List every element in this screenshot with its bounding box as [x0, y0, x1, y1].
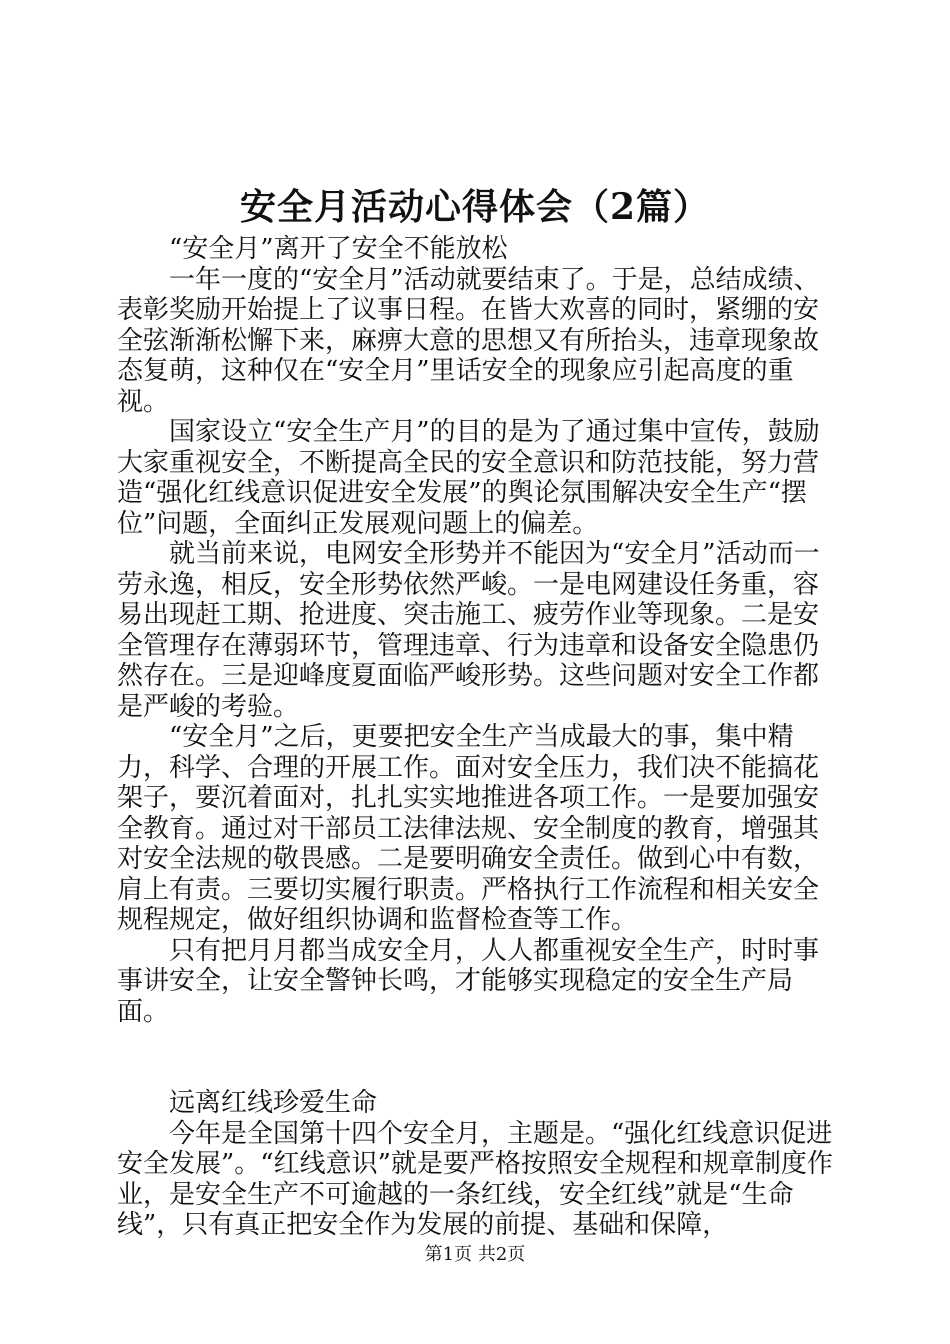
section2-heading: 远离红线珍爱生命: [169, 1088, 378, 1118]
paragraph: 就当前来说，电网安全形势并不能因为“安全月”活动而一劳永逸，相反，安全形势依然严峻。一是电网建设任务重，容易出现赶工期、抢进度、突击施工、疲劳作业等现象。二是安全管理存在薄弱环节，管理违章、行为违章和设备安全隐患仍然存在。三是迎峰度夏面临严峻形势。这些问题对安全工作都是严峻的考验。: [117, 539, 820, 722]
document-title: 安全月活动心得体会（2篇）: [239, 186, 711, 228]
document-body: [117, 234, 837, 1241]
paragraph: 国家设立“安全生产月”的目的是为了通过集中宣传，鼓励大家重视安全，不断提高全民的安全意识和防范技能，努力营造“强化红线意识促进安全发展”的舆论氛围解决安全生产“摆位”问题，全面纠正发展观问题上的偏差。: [117, 417, 820, 539]
paragraph: 今年是全国第十四个安全月，主题是。“强化红线意识促进安全发展”。“红线意识”就是要严格按照安全规程和规章制度作业，是安全生产不可逾越的一条红线，安全红线”就是“生命线”，只有真正把安全作为发展的前提、基础和保障，: [117, 1118, 833, 1240]
page-number-footer: 第1页 共2页: [424, 1244, 526, 1265]
section1-heading: “安全月”离开了安全不能放松: [169, 234, 508, 264]
paragraph: 一年一度的“安全月”活动就要结束了。于是，总结成绩、表彰奖励开始提上了议事日程。在皆大欢喜的同时，紧绷的安全弦渐渐松懈下来，麻痹大意的思想又有所抬头，违章现象故态复萌，这种仅在“安全月”里话安全的现象应引起高度的重视。: [117, 264, 820, 417]
paragraph: 只有把月月都当成安全月，人人都重视安全生产，时时事事讲安全，让安全警钟长鸣，才能够实现稳定的安全生产局面。: [117, 935, 820, 1027]
section-gap: [117, 1027, 837, 1088]
paragraph: “安全月”之后，更要把安全生产当成最大的事，集中精力，科学、合理的开展工作。面对安全压力，我们决不能搞花架子，要沉着面对，扎扎实实地推进各项工作。一是要加强安全教育。通过对干部员工法律法规、安全制度的教育，增强其对安全法规的敬畏感。二是要明确安全责任。做到心中有数，肩上有责。三要切实履行职责。严格执行工作流程和相关安全规程规定，做好组织协调和监督检查等工作。: [117, 722, 820, 935]
